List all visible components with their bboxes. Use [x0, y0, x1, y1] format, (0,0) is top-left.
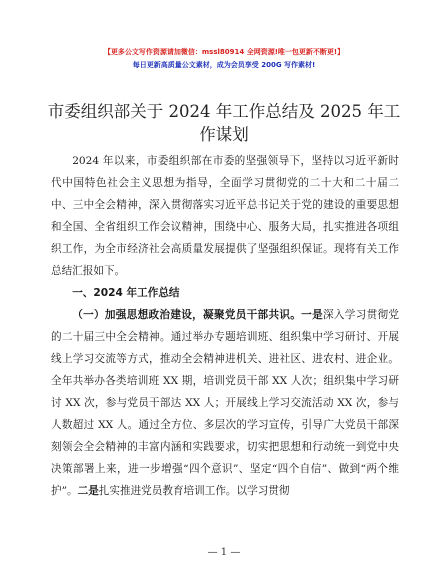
subsection-paragraph: [51, 304, 399, 502]
point-marker-second: 二是: [77, 485, 99, 497]
intro-paragraph: 2024 年以来，市委组织部在市委的坚强领导下，坚持以习近平新时代中国特色社会主义思想为指导，全面学习贯彻党的二十大和二十届二中、三中全会精神，深入贯彻落实习近平总书记关于党的建设的重要思想和全国、全省组织工作会议精神，围绕中心、服务大局，扎实推进各项组织工作，为全市经济社会高质量发展提供了坚强组织保证。现将有关工作总结汇报如下。: [51, 155, 399, 277]
document-body: [51, 150, 399, 502]
point-text-second: 扎实推进党员教育培训工作。以学习贯彻: [98, 485, 290, 497]
section-heading: 一、2024 年工作总结: [72, 287, 180, 299]
point-marker-first: 一是: [301, 309, 323, 321]
page-number: — 1 —: [207, 547, 241, 558]
subsection-heading: （一）加强思想政治建设，凝聚党员干部共识。: [72, 309, 302, 321]
point-text-first: 深入学习贯彻党的二十届三中全会精神。通过举办专题培训班、组织集中学习研讨、开展线上学习交流等方式，推动全会精神进机关、进社区、进农村、进企业。全年共举办各类培训班 XX 期，培训党员干部 XX 人次；组织集中学习研讨 XX 次，参与党员干部达 XX 人；开展线上学习交流活动 XX 次，参与人数超过 XX 人。通过全方位、多层次的学习宣传，引导广大党员干部深刻领会全会精神的丰富内涵和实践要求，切实把思想和行动统一到党中央决策部署上来，进一步增强“四个意识”、坚定“四个自信”、做到“两个维护”。: [51, 309, 400, 497]
promo-banner-red: 【更多公文写作资源请加微信：mssl80914 全网资源!唯一包更新不断更!】: [103, 48, 345, 56]
promo-banner-blue: 每日更新高质量公文素材，成为会员享受 200G 写作素材!: [132, 61, 316, 69]
document-title: 市委组织部关于 2024 年工作总结及 2025 年工作谋划: [47, 102, 401, 144]
